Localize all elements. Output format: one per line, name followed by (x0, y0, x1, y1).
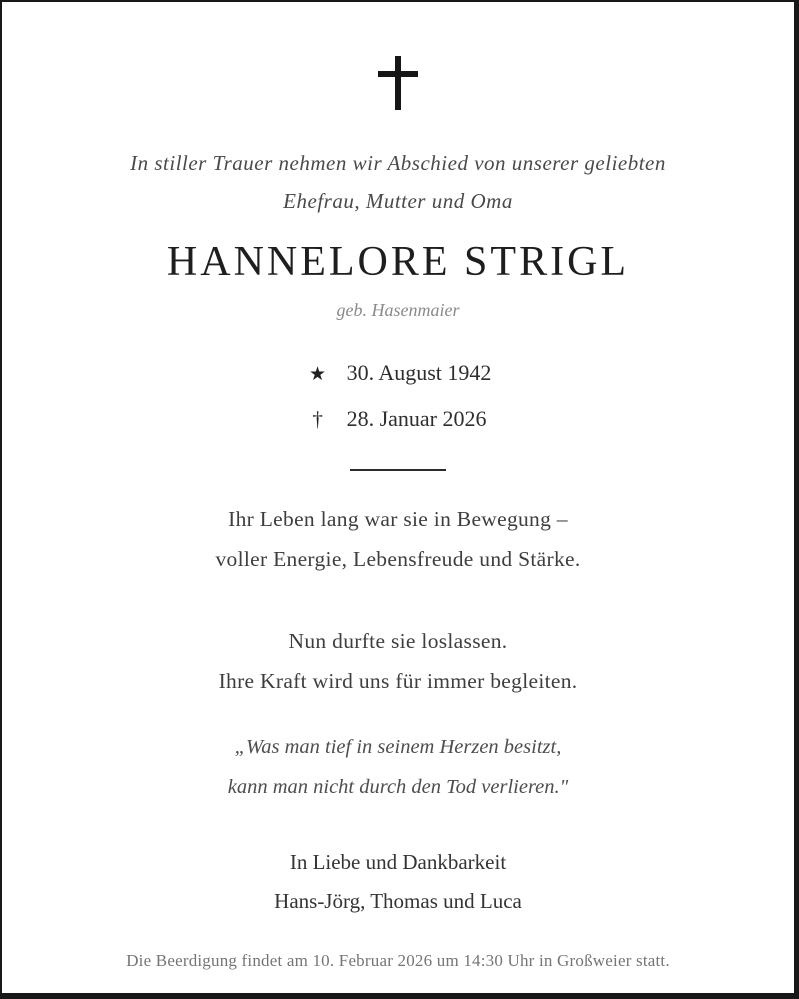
intro-text (130, 144, 666, 220)
life-dates (305, 359, 492, 433)
life-paragraph-1 (215, 499, 580, 579)
birth-date-row (305, 359, 492, 389)
intro-line-1: In stiller Trauer nehmen wir Abschied von unserer geliebten (130, 151, 666, 175)
mourners-names: Hans-Jörg, Thomas und Luca (274, 889, 522, 913)
quote-line-2: kann man nicht durch den Tod verlieren." (227, 776, 569, 798)
birth-star-icon: ★ (309, 364, 327, 385)
memorial-quote (228, 727, 569, 807)
quote-line-1: „Was man tief in seinem Herzen besitzt, (234, 736, 562, 758)
cross-icon (378, 56, 418, 110)
life-line-3: Nun durfte sie loslassen. (288, 629, 508, 653)
death-date-row (305, 405, 492, 433)
birth-date: 30. August 1942 (346, 360, 492, 385)
divider-line (350, 469, 446, 471)
deceased-name: HANNELORE STRIGL (166, 239, 630, 285)
life-line-1: Ihr Leben lang war sie in Bewegung – (228, 507, 568, 531)
maiden-name: geb. Hasenmaier (336, 300, 460, 320)
closing-line-1: In Liebe und Dankbarkeit (289, 850, 507, 874)
death-cross-icon: † (312, 407, 323, 431)
funeral-notice: Die Beerdigung findet am 10. Februar 2026 um 14:30 Uhr in Großweier statt. (126, 951, 670, 970)
life-line-2: voller Energie, Lebensfreude und Stärke. (215, 547, 581, 571)
life-line-4: Ihre Kraft wird uns für immer begleiten. (218, 669, 578, 693)
obituary-card (2, 2, 794, 993)
closing-text (274, 843, 522, 921)
intro-line-2: Ehefrau, Mutter und Oma (283, 189, 513, 213)
death-date: 28. Januar 2026 (346, 406, 487, 431)
life-paragraph-2 (219, 621, 578, 701)
